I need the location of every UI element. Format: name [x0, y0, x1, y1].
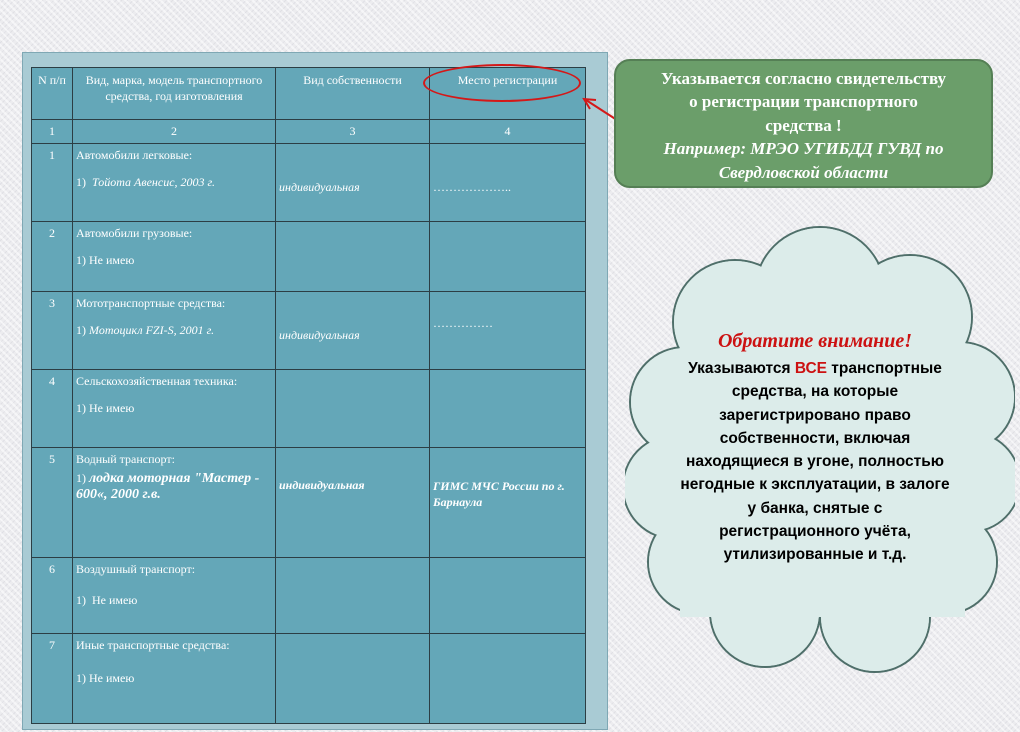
- table-row: [32, 222, 586, 292]
- item-prefix: 1): [76, 253, 86, 267]
- ownership-cell: индивидуальная: [276, 292, 430, 370]
- ownership-cell: индивидуальная: [276, 144, 430, 222]
- vehicle-cell: [73, 558, 276, 634]
- item-text: Не имею: [89, 671, 135, 685]
- column-number: 4: [430, 120, 586, 144]
- highlight-ellipse: [423, 64, 581, 102]
- note-title: Обратите внимание!: [717, 330, 913, 352]
- row-number: 5: [32, 448, 73, 558]
- vehicle-item: [76, 593, 272, 608]
- vehicle-table: [31, 67, 586, 724]
- category-label: Автомобили грузовые:: [76, 226, 193, 240]
- ownership-cell: индивидуальная: [276, 448, 430, 558]
- attention-note: [680, 326, 950, 566]
- callout-line: Указывается согласно свидетельству: [660, 69, 947, 88]
- row-number: 2: [32, 222, 73, 292]
- note-prefix: Указываются: [688, 360, 791, 377]
- registration-callout: [614, 59, 993, 188]
- vehicle-item: [76, 471, 272, 503]
- item-text: Тойота Авенсис, 2003 г.: [92, 175, 216, 189]
- vehicle-item: [76, 175, 272, 190]
- vehicle-cell: [73, 144, 276, 222]
- item-prefix: 1): [76, 401, 86, 415]
- registration-cell: ……………: [430, 292, 586, 370]
- row-number: 4: [32, 370, 73, 448]
- header-num: N п/п: [32, 68, 73, 120]
- vehicle-item: [76, 401, 272, 416]
- column-number: 3: [276, 120, 430, 144]
- registration-cell: ………………..: [430, 144, 586, 222]
- registration-cell: [430, 634, 586, 724]
- note-body: транспортные средства, на которые зарегистрировано право собственности, включая находящиеся в угоне, полностью негодные к эксплуатации, в залоге у банка, снятые с регистрационного учёта, утилизированные и т.д.: [680, 360, 950, 563]
- vehicle-cell: [73, 370, 276, 448]
- item-text: Не имею: [89, 253, 135, 267]
- registration-cell: ГИМС МЧС России по г. Барнаула: [430, 448, 586, 558]
- note-highlight: ВСЕ: [794, 360, 827, 377]
- registration-cell: [430, 558, 586, 634]
- item-prefix: 1): [76, 471, 86, 485]
- category-label: Воздушный транспорт:: [76, 562, 196, 576]
- vehicle-item: [76, 323, 272, 338]
- ownership-cell: [276, 634, 430, 724]
- ownership-cell: [276, 370, 430, 448]
- vehicle-cell: [73, 222, 276, 292]
- column-number: 1: [32, 120, 73, 144]
- category-label: Иные транспортные средства:: [76, 638, 230, 652]
- vehicle-item: [76, 671, 272, 686]
- table-row: [32, 292, 586, 370]
- table-row: [32, 448, 586, 558]
- header-ownership: Вид собственности: [276, 68, 430, 120]
- callout-example: Свердловской области: [718, 162, 889, 182]
- row-number: 6: [32, 558, 73, 634]
- column-number-row: [32, 120, 586, 144]
- item-text: Мотоцикл FZI-S, 2001 г.: [89, 323, 215, 337]
- item-prefix: 1): [76, 593, 86, 607]
- category-label: Автомобили легковые:: [76, 148, 193, 162]
- item-prefix: 1): [76, 323, 86, 337]
- category-label: Мототранспортные средства:: [76, 296, 226, 310]
- vehicle-item: [76, 253, 272, 268]
- table-row: [32, 144, 586, 222]
- item-text: Не имею: [92, 593, 138, 607]
- table-row: [32, 370, 586, 448]
- row-number: 7: [32, 634, 73, 724]
- item-prefix: 1): [76, 175, 86, 189]
- ownership-cell: [276, 558, 430, 634]
- header-vehicle: Вид, марка, модель транспортного средства, год изготовления: [73, 68, 276, 120]
- vehicle-cell: [73, 634, 276, 724]
- table-row: [32, 634, 586, 724]
- registration-cell: [430, 222, 586, 292]
- column-number: 2: [73, 120, 276, 144]
- callout-line: средства !: [765, 115, 842, 135]
- callout-example: Например: МРЭО УГИБДД ГУВД по: [663, 139, 944, 159]
- vehicle-cell: [73, 448, 276, 558]
- row-number: 3: [32, 292, 73, 370]
- callout-line: о регистрации транспортного: [689, 92, 918, 112]
- item-prefix: 1): [76, 671, 86, 685]
- category-label: Сельскохозяйственная техника:: [76, 374, 238, 388]
- registration-cell: [430, 370, 586, 448]
- table-row: [32, 558, 586, 634]
- row-number: 1: [32, 144, 73, 222]
- header-registration: Место регистрации: [430, 68, 586, 120]
- item-text: лодка моторная "Мастер - 600«, 2000 г.в.: [76, 471, 260, 502]
- ownership-cell: [276, 222, 430, 292]
- item-text: Не имею: [89, 401, 135, 415]
- category-label: Водный транспорт:: [76, 452, 175, 466]
- vehicle-cell: [73, 292, 276, 370]
